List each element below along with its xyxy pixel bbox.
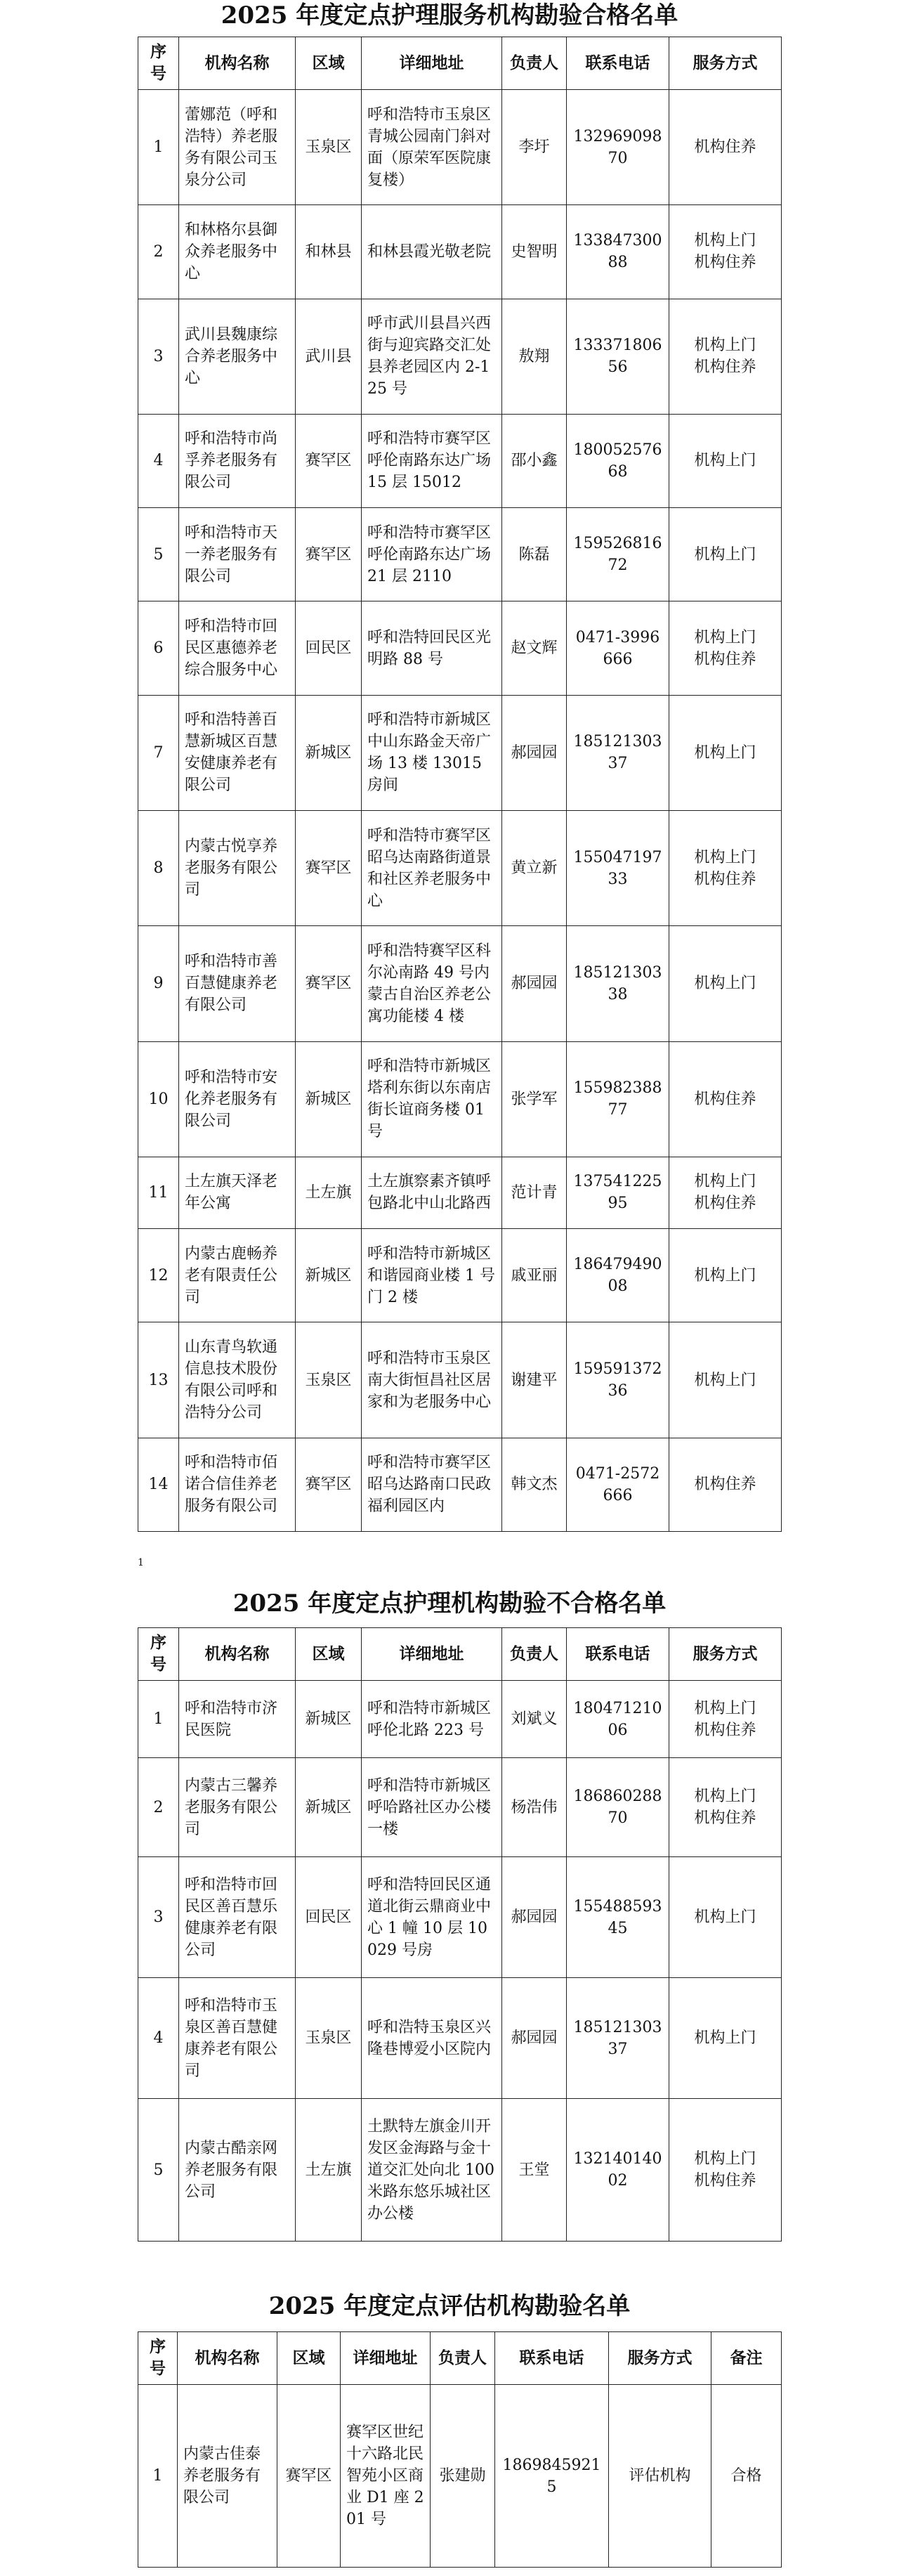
cell-name: 呼和浩特市回民区善百慧乐健康养老有限公司 xyxy=(179,1857,296,1978)
header-no: 序号 xyxy=(138,2332,178,2385)
header-person: 负责人 xyxy=(502,37,567,90)
cell-area: 新城区 xyxy=(296,695,362,810)
cell-area: 土左旗 xyxy=(296,1157,362,1228)
cell-phone: 13337180656 xyxy=(567,299,669,414)
cell-phone: 0471-3996666 xyxy=(567,601,669,695)
cell-addr: 呼和浩特市新城区和谐园商业楼 1 号门 2 楼 xyxy=(362,1229,502,1322)
cell-mode: 机构上门 xyxy=(669,926,782,1041)
cell-person: 戚亚丽 xyxy=(502,1229,567,1322)
cell-mode: 机构上门 xyxy=(669,508,782,601)
cell-name: 呼和浩特市天一养老服务有限公司 xyxy=(179,508,296,601)
assessment-list-title: 2025 年度定点评估机构勘验名单 xyxy=(268,2292,631,2320)
cell-mode: 机构上门 xyxy=(669,1978,782,2099)
cell-mode: 机构上门 机构住养 xyxy=(669,1681,782,1758)
cell-mode: 机构住养 xyxy=(669,1041,782,1157)
cell-person: 张建勋 xyxy=(431,2385,495,2568)
cell-addr: 呼和浩特市玉泉区青城公园南门斜对面（原荣军医院康复楼） xyxy=(362,90,502,205)
cell-person: 郝园园 xyxy=(502,695,567,810)
cell-phone: 13754122595 xyxy=(567,1157,669,1228)
table-row xyxy=(138,90,782,205)
cell-area: 土左旗 xyxy=(296,2099,362,2242)
cell-area: 玉泉区 xyxy=(296,90,362,205)
cell-no: 13 xyxy=(138,1322,179,1438)
cell-addr: 呼和浩特市新城区呼伦北路 223 号 xyxy=(362,1681,502,1758)
cell-addr: 呼市武川县昌兴西街与迎宾路交汇处县养老园区内 2-125 号 xyxy=(362,299,502,414)
cell-mode: 机构上门 机构住养 xyxy=(669,810,782,925)
qualified-table xyxy=(138,37,782,1532)
cell-phone: 18686028870 xyxy=(567,1758,669,1857)
cell-no: 5 xyxy=(138,508,179,601)
header-name: 机构名称 xyxy=(179,1628,296,1681)
table-row xyxy=(138,810,782,925)
cell-mode: 机构上门 xyxy=(669,1322,782,1438)
cell-name: 呼和浩特市玉泉区善百慧健康养老有限公司 xyxy=(179,1978,296,2099)
cell-addr: 呼和浩特市赛罕区昭乌达南路街道景和社区养老服务中心 xyxy=(362,810,502,925)
cell-note: 合格 xyxy=(711,2385,782,2568)
cell-no: 14 xyxy=(138,1438,179,1531)
header-mode: 服务方式 xyxy=(669,37,782,90)
cell-phone: 0471-2572666 xyxy=(567,1438,669,1531)
cell-no: 2 xyxy=(138,1758,179,1857)
header-phone: 联系电话 xyxy=(567,1628,669,1681)
table-row xyxy=(138,299,782,414)
cell-person: 张学军 xyxy=(502,1041,567,1157)
cell-area: 赛罕区 xyxy=(296,1438,362,1531)
table-row xyxy=(138,205,782,299)
assessment-table xyxy=(138,2331,782,2568)
cell-name: 土左旗天泽老年公寓 xyxy=(179,1157,296,1228)
cell-no: 4 xyxy=(138,414,179,507)
cell-mode: 机构住养 xyxy=(669,90,782,205)
cell-no: 7 xyxy=(138,695,179,810)
table-row xyxy=(138,2385,782,2568)
cell-name: 内蒙古三馨养老服务有限公司 xyxy=(179,1758,296,1857)
header-note: 备注 xyxy=(711,2332,782,2385)
cell-area: 赛罕区 xyxy=(277,2385,341,2568)
cell-addr: 和林县霞光敬老院 xyxy=(362,205,502,299)
cell-person: 李圩 xyxy=(502,90,567,205)
cell-name: 呼和浩特市回民区惠德养老综合服务中心 xyxy=(179,601,296,695)
cell-person: 敖翔 xyxy=(502,299,567,414)
cell-mode: 机构上门 xyxy=(669,1229,782,1322)
cell-name: 山东青鸟软通信息技术股份有限公司呼和浩特分公司 xyxy=(179,1322,296,1438)
table-row xyxy=(138,2099,782,2242)
cell-name: 呼和浩特市善百慧健康养老有限公司 xyxy=(179,926,296,1041)
cell-no: 10 xyxy=(138,1041,179,1157)
cell-addr: 呼和浩特市新城区中山东路金天帝广场 13 楼 13015 房间 xyxy=(362,695,502,810)
cell-addr: 呼和浩特市新城区呼哈路社区办公楼一楼 xyxy=(362,1758,502,1857)
table-row xyxy=(138,1157,782,1228)
cell-name: 内蒙古佳泰养老服务有限公司 xyxy=(178,2385,277,2568)
cell-area: 玉泉区 xyxy=(296,1978,362,2099)
header-no: 序号 xyxy=(138,1628,179,1681)
header-area: 区域 xyxy=(296,37,362,90)
cell-mode: 机构上门 xyxy=(669,695,782,810)
cell-mode: 机构上门 机构住养 xyxy=(669,601,782,695)
cell-area: 回民区 xyxy=(296,601,362,695)
cell-name: 武川县魏康综合养老服务中心 xyxy=(179,299,296,414)
cell-area: 赛罕区 xyxy=(296,810,362,925)
cell-phone: 15504719733 xyxy=(567,810,669,925)
cell-mode: 机构上门 机构住养 xyxy=(669,1758,782,1857)
cell-name: 蕾娜范（呼和浩特）养老服务有限公司玉泉分公司 xyxy=(179,90,296,205)
cell-person: 郝园园 xyxy=(502,926,567,1041)
header-mode: 服务方式 xyxy=(609,2332,711,2385)
cell-addr: 赛罕区世纪十六路北民智苑小区商业 D1 座 201 号 xyxy=(341,2385,431,2568)
cell-person: 陈磊 xyxy=(502,508,567,601)
cell-addr: 呼和浩特玉泉区兴隆巷博爱小区院内 xyxy=(362,1978,502,2099)
cell-phone: 18512130337 xyxy=(567,695,669,810)
cell-person: 刘斌义 xyxy=(502,1681,567,1758)
cell-phone: 15548859345 xyxy=(567,1857,669,1978)
table-row xyxy=(138,1041,782,1157)
cell-phone: 18647949008 xyxy=(567,1229,669,1322)
cell-no: 1 xyxy=(138,1681,179,1758)
unqualified-table xyxy=(138,1627,782,2242)
cell-mode: 机构上门 机构住养 xyxy=(669,2099,782,2242)
cell-name: 呼和浩特市安化养老服务有限公司 xyxy=(179,1041,296,1157)
header-name: 机构名称 xyxy=(179,37,296,90)
header-area: 区域 xyxy=(277,2332,341,2385)
header-address: 详细地址 xyxy=(362,37,502,90)
cell-no: 1 xyxy=(138,90,179,205)
cell-person: 范计青 xyxy=(502,1157,567,1228)
header-name: 机构名称 xyxy=(178,2332,277,2385)
cell-area: 回民区 xyxy=(296,1857,362,1978)
cell-no: 11 xyxy=(138,1157,179,1228)
cell-person: 谢建平 xyxy=(502,1322,567,1438)
table-row xyxy=(138,1857,782,1978)
cell-phone: 13214014002 xyxy=(567,2099,669,2242)
cell-addr: 土默特左旗金川开发区金海路与金十道交汇处向北 100 米路东悠乐城社区办公楼 xyxy=(362,2099,502,2242)
cell-phone: 18047121006 xyxy=(567,1681,669,1758)
cell-person: 杨浩伟 xyxy=(502,1758,567,1857)
table-header-row xyxy=(138,2332,782,2385)
cell-person: 王堂 xyxy=(502,2099,567,2242)
cell-no: 5 xyxy=(138,2099,179,2242)
cell-no: 9 xyxy=(138,926,179,1041)
cell-mode: 机构上门 xyxy=(669,414,782,507)
cell-addr: 呼和浩特市玉泉区南大街恒昌社区居家和为老服务中心 xyxy=(362,1322,502,1438)
cell-area: 玉泉区 xyxy=(296,1322,362,1438)
table-header-row xyxy=(138,37,782,90)
cell-mode: 机构上门 机构住养 xyxy=(669,1157,782,1228)
cell-mode: 机构上门 机构住养 xyxy=(669,205,782,299)
cell-area: 新城区 xyxy=(296,1229,362,1322)
cell-area: 新城区 xyxy=(296,1681,362,1758)
header-area: 区域 xyxy=(296,1628,362,1681)
cell-no: 3 xyxy=(138,1857,179,1978)
cell-addr: 呼和浩特市赛罕区呼伦南路东达广场 15 层 15012 xyxy=(362,414,502,507)
cell-name: 呼和浩特市尚孚养老服务有限公司 xyxy=(179,414,296,507)
cell-no: 6 xyxy=(138,601,179,695)
table-row xyxy=(138,1322,782,1438)
table-row xyxy=(138,601,782,695)
cell-name: 内蒙古悦享养老服务有限公司 xyxy=(179,810,296,925)
cell-no: 2 xyxy=(138,205,179,299)
cell-addr: 呼和浩特市赛罕区呼伦南路东达广场 21 层 2110 xyxy=(362,508,502,601)
cell-addr: 呼和浩特回民区光明路 88 号 xyxy=(362,601,502,695)
cell-phone: 18512130338 xyxy=(567,926,669,1041)
cell-person: 郝园园 xyxy=(502,1978,567,2099)
cell-area: 新城区 xyxy=(296,1758,362,1857)
cell-area: 赛罕区 xyxy=(296,414,362,507)
cell-person: 黄立新 xyxy=(502,810,567,925)
table-row xyxy=(138,1758,782,1857)
header-address: 详细地址 xyxy=(341,2332,431,2385)
header-person: 负责人 xyxy=(502,1628,567,1681)
cell-person: 史智明 xyxy=(502,205,567,299)
header-phone: 联系电话 xyxy=(567,37,669,90)
table-row xyxy=(138,1229,782,1322)
cell-phone: 13296909870 xyxy=(567,90,669,205)
cell-mode: 评估机构 xyxy=(609,2385,711,2568)
cell-addr: 呼和浩特市新城区塔利东街以东南店街长谊商务楼 01 号 xyxy=(362,1041,502,1157)
table-row xyxy=(138,695,782,810)
cell-phone: 15959137236 xyxy=(567,1322,669,1438)
cell-person: 邵小鑫 xyxy=(502,414,567,507)
cell-name: 内蒙古鹿畅养老有限责任公司 xyxy=(179,1229,296,1322)
cell-mode: 机构上门 xyxy=(669,1857,782,1978)
cell-area: 赛罕区 xyxy=(296,508,362,601)
table-row xyxy=(138,1978,782,2099)
header-address: 详细地址 xyxy=(362,1628,502,1681)
cell-addr: 呼和浩特赛罕区科尔沁南路 49 号内蒙古自治区养老公寓功能楼 4 楼 xyxy=(362,926,502,1041)
header-no: 序号 xyxy=(138,37,179,90)
cell-name: 呼和浩特市佰诺合信佳养老服务有限公司 xyxy=(179,1438,296,1531)
table-row xyxy=(138,1681,782,1758)
table-row xyxy=(138,508,782,601)
cell-name: 呼和浩特市济民医院 xyxy=(179,1681,296,1758)
cell-no: 4 xyxy=(138,1978,179,2099)
cell-mode: 机构上门 机构住养 xyxy=(669,299,782,414)
cell-no: 12 xyxy=(138,1229,179,1322)
table-row xyxy=(138,414,782,507)
header-person: 负责人 xyxy=(431,2332,495,2385)
cell-no: 3 xyxy=(138,299,179,414)
cell-area: 赛罕区 xyxy=(296,926,362,1041)
table-row xyxy=(138,1438,782,1531)
cell-no: 8 xyxy=(138,810,179,925)
cell-name: 呼和浩特善百慧新城区百慧安健康养老有限公司 xyxy=(179,695,296,810)
cell-mode: 机构住养 xyxy=(669,1438,782,1531)
table-header-row xyxy=(138,1628,782,1681)
cell-addr: 土左旗察素齐镇呼包路北中山北路西 xyxy=(362,1157,502,1228)
header-phone: 联系电话 xyxy=(495,2332,609,2385)
cell-addr: 呼和浩特市赛罕区昭乌达路南口民政福利园区内 xyxy=(362,1438,502,1531)
cell-area: 和林县 xyxy=(296,205,362,299)
cell-phone: 13384730088 xyxy=(567,205,669,299)
cell-phone: 18698459215 xyxy=(495,2385,609,2568)
cell-phone: 15598238877 xyxy=(567,1041,669,1157)
qualified-list-title: 2025 年度定点护理服务机构勘验合格名单 xyxy=(221,1,678,30)
cell-phone: 18005257668 xyxy=(567,414,669,507)
cell-person: 赵文辉 xyxy=(502,601,567,695)
cell-phone: 18512130337 xyxy=(567,1978,669,2099)
cell-person: 韩文杰 xyxy=(502,1438,567,1531)
cell-area: 新城区 xyxy=(296,1041,362,1157)
cell-no: 1 xyxy=(138,2385,178,2568)
unqualified-list-title: 2025 年度定点护理机构勘验不合格名单 xyxy=(232,1589,667,1618)
table-row xyxy=(138,926,782,1041)
cell-person: 郝园园 xyxy=(502,1857,567,1978)
cell-name: 内蒙古酷亲网养老服务有限公司 xyxy=(179,2099,296,2242)
cell-phone: 15952681672 xyxy=(567,508,669,601)
page-marker: 1 xyxy=(138,1557,144,1568)
cell-name: 和林格尔县御众养老服务中心 xyxy=(179,205,296,299)
cell-area: 武川县 xyxy=(296,299,362,414)
cell-addr: 呼和浩特回民区通道北街云鼎商业中心 1 幢 10 层 10029 号房 xyxy=(362,1857,502,1978)
header-mode: 服务方式 xyxy=(669,1628,782,1681)
